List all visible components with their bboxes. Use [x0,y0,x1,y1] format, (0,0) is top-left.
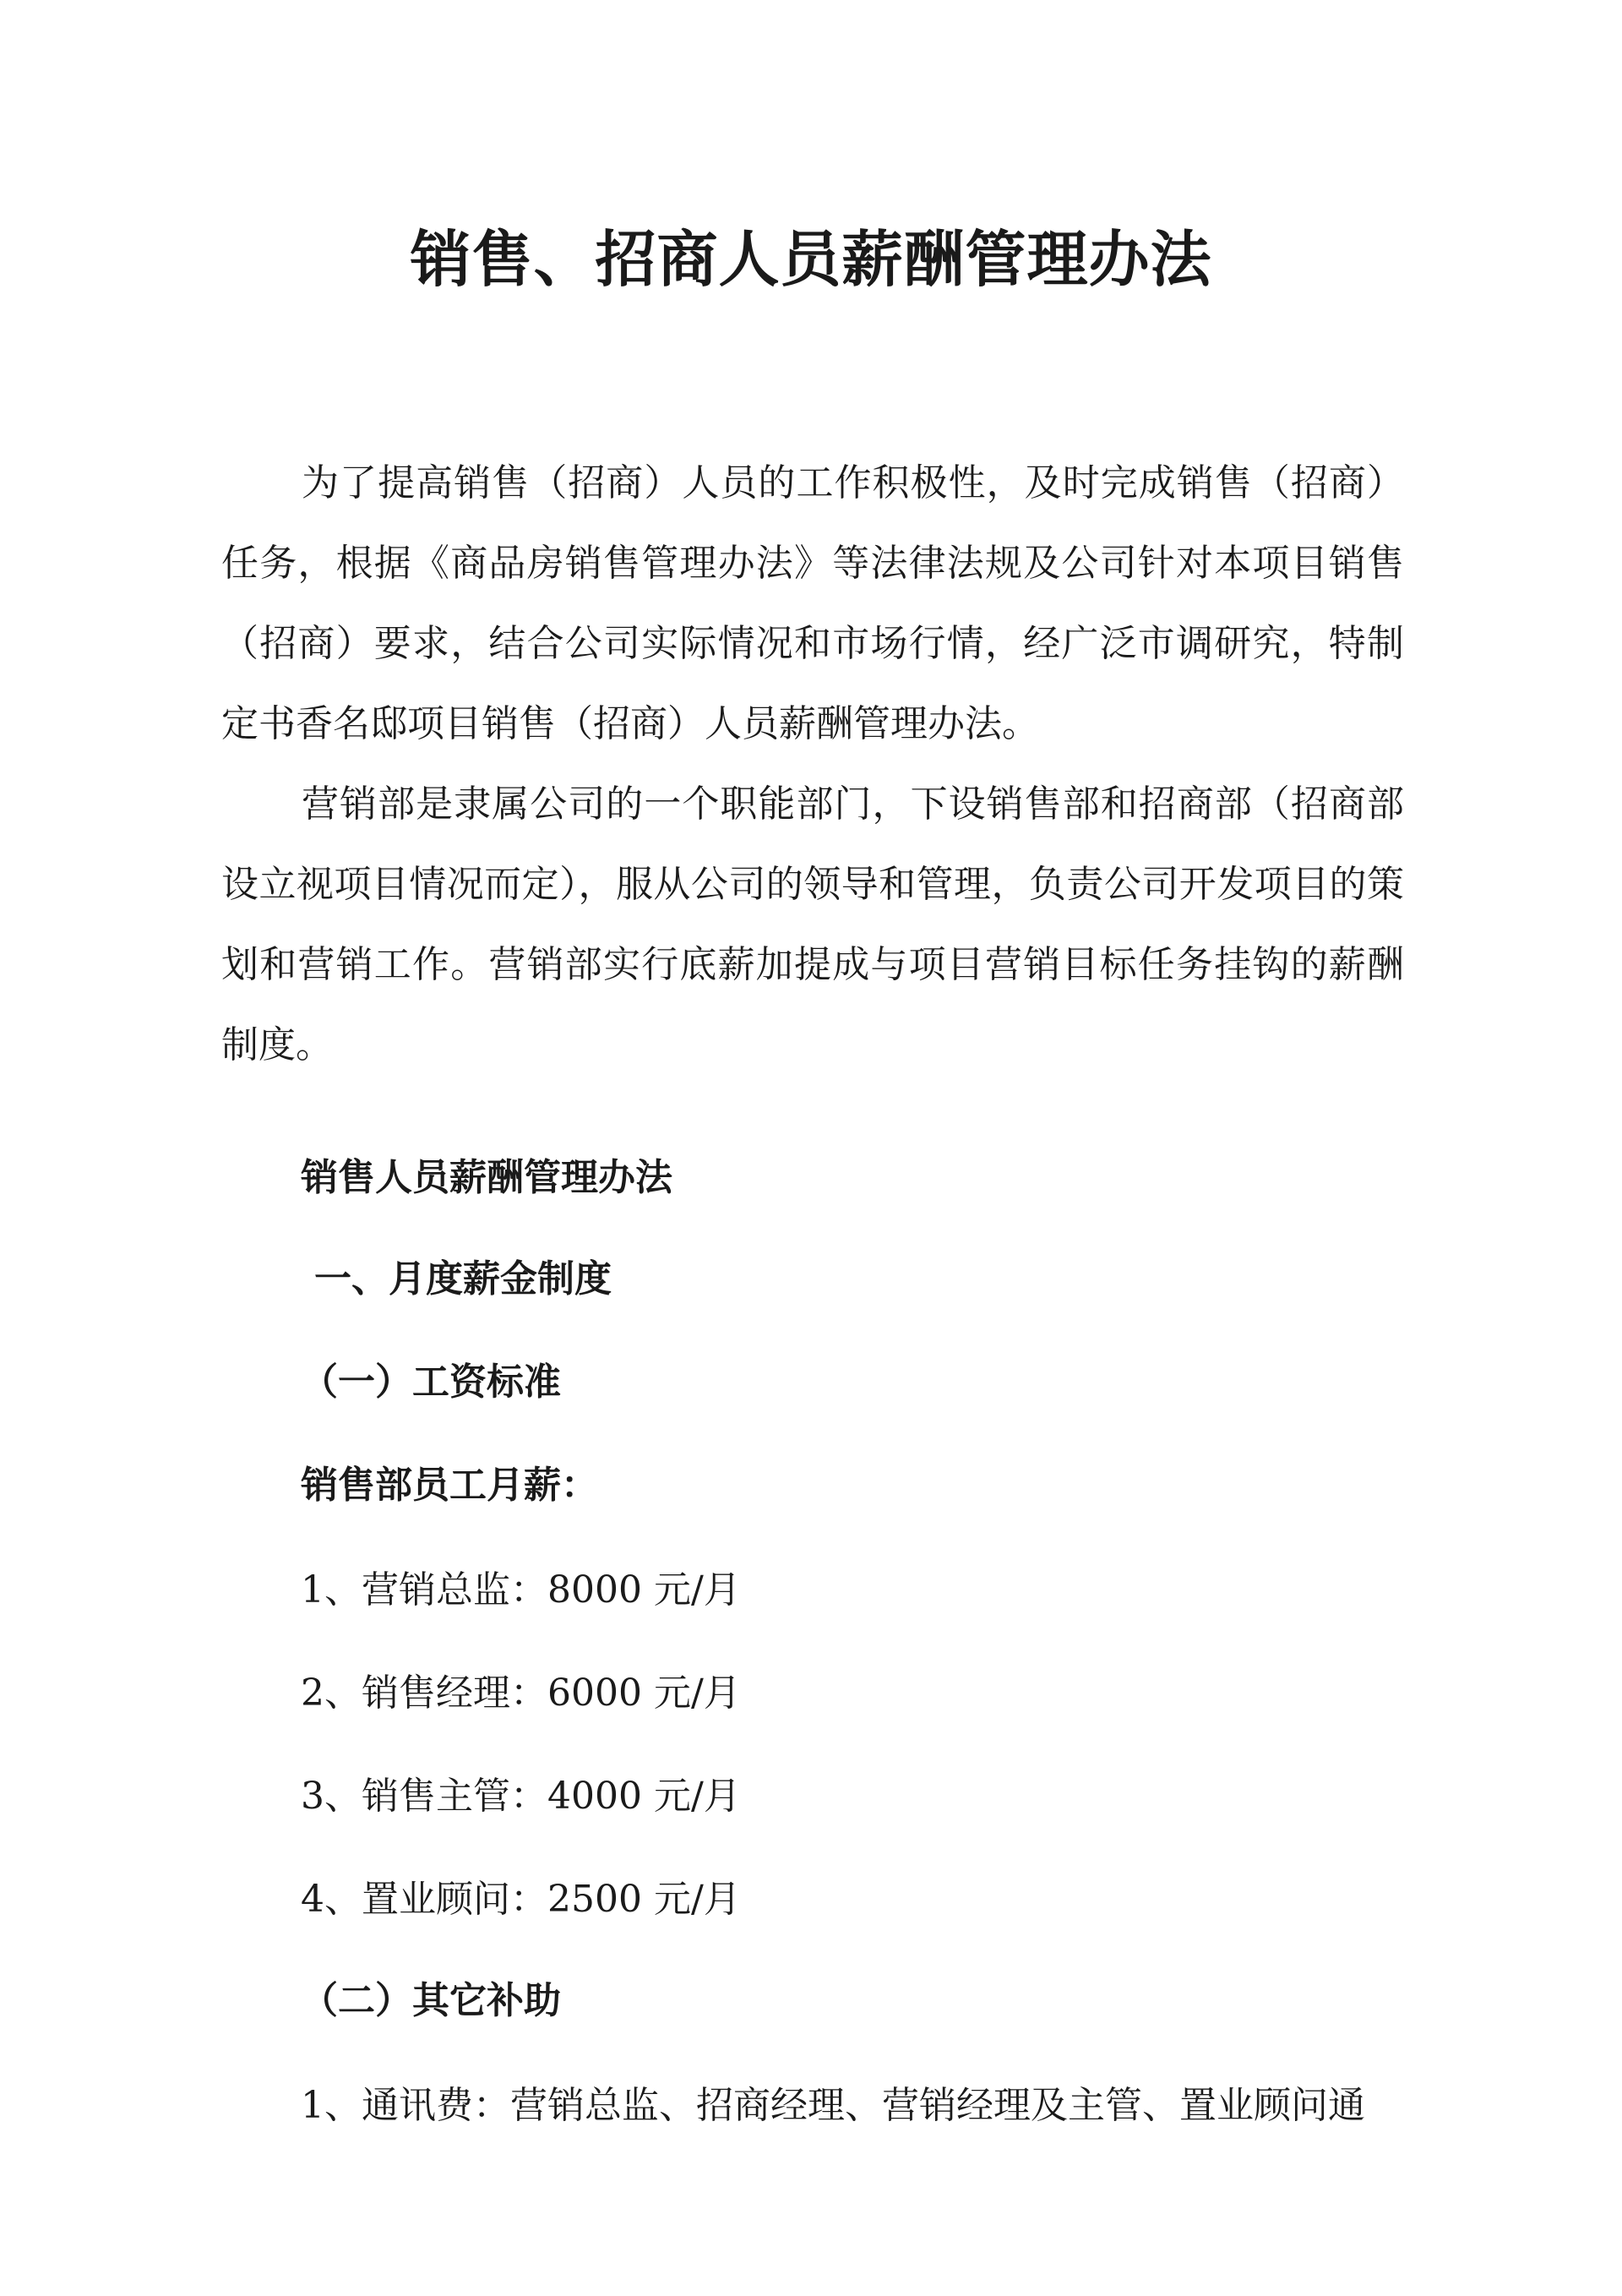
salary-item: 1、营销总监：8000 元/月 [301,1568,741,1612]
section-heading-sales-method: 销售人员薪酬管理办法 [301,1156,672,1199]
salary-item: 4、置业顾问：2500 元/月 [301,1878,741,1921]
intro-paragraph: 为了提高销售（招商）人员的工作积极性，及时完成销售（招商）任务，根据《商品房销售管理办法》等法律法规及公司针对本项目销售（招商）要求，结合公司实际情况和市场行情，经广泛市调研究，特制定书香名邸项目销售（招商）人员薪酬管理办法。 [221,461,1404,745]
allowance-item: 1、通讯费：营销总监、招商经理、营销经理及主管、置业顾问通 [301,2084,1365,2127]
salary-item: 3、销售主管：4000 元/月 [301,1775,741,1818]
salary-item: 2、销售经理：6000 元/月 [301,1672,741,1715]
sales-staff-monthly-label: 销售部员工月薪： [301,1464,598,1507]
subsection-heading-wage-standard: （一）工资标准 [301,1361,561,1404]
department-paragraph: 营销部是隶属公司的一个职能部门，下设销售部和招商部（招商部设立视项目情况而定），服从公司的领导和管理，负责公司开发项目的策划和营销工作。营销部实行底薪加提成与项目营销目标任务挂钩的薪酬制度。 [221,783,1404,1066]
document-title: 销售、招商人员薪酬管理办法 [410,223,1212,295]
section-heading-monthly-salary: 一、月度薪金制度 [314,1257,612,1301]
subsection-heading-other-allowance: （二）其它补助 [301,1979,561,2022]
